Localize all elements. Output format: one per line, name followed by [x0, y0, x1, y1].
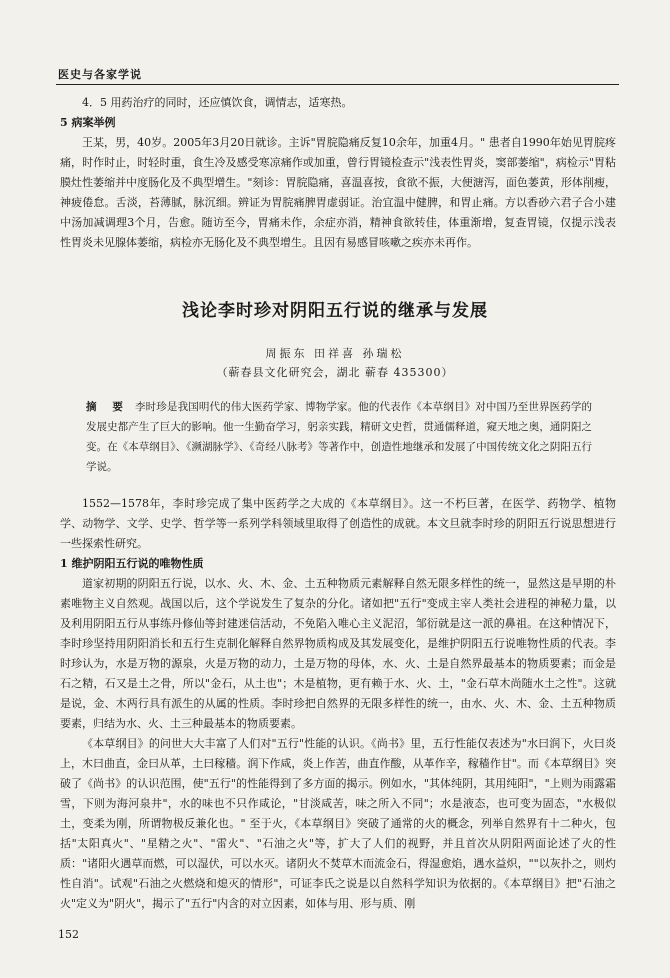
- header-rule: [56, 84, 619, 85]
- article-title: 浅论李时珍对阴阳五行说的继承与发展: [182, 301, 488, 321]
- intro-paragraph: 1552—1578年，李时珍完成了集中医药学之大成的《本草纲目》。这一不朽巨著，在医学、药物学、植物学、动物学、文学、史学、哲学等一系列学科领域里取得了创造性的成就。本文旦就李时珍的阴阳五行说思想进行一些探索性研究。: [60, 497, 616, 550]
- heading-case-example: 5 病案举例: [60, 116, 116, 129]
- case-text: 王某，男，40岁。2005年3月20日就诊。主诉"胃脘隐痛反复10余年，加重4月。" 患者自1990年始见胃脘疼痛，时作时止，时轻时重，食生冷及感受寒凉痛作或加重，曾行胃镜检查示"浅表性胃炎，窦部萎缩"，病检示"胃粘膜灶性萎缩并中度肠化及不典型增生。"刻诊：胃脘隐痛，喜温喜按，食欲不振，大便溏泻，面色萎黄，形体削瘦，神疲倦怠。舌淡，苔薄腻，脉沉细。辨证为胃脘痛脾胃虚弱证。治宜温中健脾，和胃止痛。方以香砂六君子合小建中汤加减调理3个月，告愈。随访至今，胃痛未作，余症亦消，精神食欲转佳，体重渐增，复查胃镜，仅提示浅表性胃炎未见腺体萎缩，病检亦无肠化及不典型增生。且因有易感冒咳嗽之疾亦未再作。: [60, 136, 616, 249]
- page-number: 152: [58, 928, 79, 941]
- article-authors: 周振东 田祥喜 孙瑞松: [265, 347, 405, 360]
- section-1-paragraph-1: 道家初期的阴阳五行说，以水、火、木、金、土五种物质元素解释自然无限多样性的统一，显然这是早期的朴素唯物主义自然观。战国以后，这个学说发生了复杂的分化。诸如把"五行"变成主宰人类社会进程的神秘力量，以及利用阴阳五行从事练丹修仙等封建迷信活动，不免陷入唯心主义泥沼，邹衍就是这一派的鼻祖。在这种情况下，李时珍坚持用阴阳消长和五行生克制化解释自然界物质构成及其发展变化，是维护阴阳五行说唯物性质的代表。李时珍认为，水是万物的源泉，火是万物的动力，土是万物的母体，水、火、土是自然界最基本的物质要素；而金是石之精，石又是土之骨，所以"金石，从土也"；木是植物，更有赖于水、火、土，"金石草木尚随水土之性"。这就是说，金、木两行具有派生的从属的性质。李时珍把自然界的无限多样性的统一，由水、火、木、金、土五种物质要素，归结为水、火、土三种最基本的物质要素。: [60, 577, 616, 730]
- item-4-5: 4．5 用药治疗的同时，还应慎饮食，调情志，适寒热。: [82, 96, 353, 109]
- article-affiliation: （蕲春县文化研究会，湖北 蕲春 435300）: [216, 366, 454, 379]
- abstract-label: 摘 要: [86, 401, 130, 413]
- running-header: 医史与各家学说: [58, 68, 142, 81]
- abstract-text: 李时珍是我国明代的伟大医药学家、博物学家。他的代表作《本草纲目》对中国乃至世界医药学的发展史都产生了巨大的影响。他一生勤奋学习，躬亲实践，精研文史哲，贯通儒释道，窥天地之奥，通阴阳之变。在《本草纲目》、《濒湖脉学》、《奇经八脉考》等著作中，创造性地继承和发展了中国传统文化之阴阳五行学说。: [86, 401, 592, 473]
- section-1-heading: 1 维护阴阳五行说的唯物性质: [60, 557, 204, 570]
- section-1-paragraph-2: 《本草纲目》的问世大大丰富了人们对"五行"性能的认识。《尚书》里，五行性能仅表述为"水曰润下，火曰炎上，木曰曲直，金曰从革，土曰稼穑。润下作咸，炎上作苦，曲直作酸，从革作辛，稼穑作甘"。而《本草纲目》突破了《尚书》的认识范围，使"五行"的性能得到了多方面的揭示。例如水，"其体纯阴，其用纯阳"，"上则为雨露霜雪，下则为海河泉井"，水的味也不只作咸论，"甘淡咸苦，味之所入不同"；水是液态，也可变为固态，"水极似土，变柔为刚，所谓物极反兼化也。" 至于火，《本草纲目》突破了通常的火的概念，列举自然界有十二种火，包括"太阳真火"、"星精之火"、"雷火"、"石油之火"等，扩大了人们的视野，并且首次从阴阳两面论述了火的性质："诸阳火遇草而燃，可以湿伏，可以水灭。诸阴火不焚草木而流金石，得湿愈焰，遇水益炽，""以灰扑之，则灼性自消"。试观"石油之火燃烧和熄灭的情形"，可证李氏之说是以自然科学知识为依据的。《本草纲目》把"石油之火"定义为"阴火"，揭示了"五行"内含的对立因素，如体与用、形与质、刚: [60, 737, 616, 910]
- article-body: [60, 494, 616, 914]
- previous-article-block: [60, 93, 616, 253]
- abstract: [86, 397, 592, 477]
